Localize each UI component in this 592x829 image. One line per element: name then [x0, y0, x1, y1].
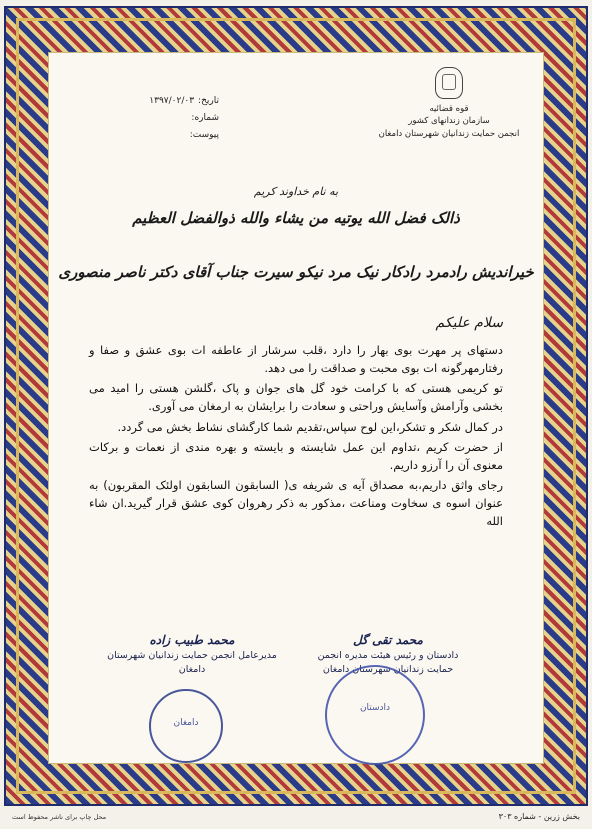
greeting: سلام علیکم	[435, 315, 503, 331]
certificate-paper	[48, 52, 544, 764]
quran-verse: ذالک فضل الله یوتیه من یشاء والله ذوالفضل العظیم	[132, 209, 460, 227]
judiciary-emblem-icon	[435, 67, 463, 99]
paragraph: تو کریمی هستی که با کرامت خود گل های جوان و پاک ،گلشن هستی را امید می بخشی وآرامش وآسایش وراحتی و سعادت را برایشان به ارمغان می آوری.	[89, 381, 503, 414]
number-label: شماره:	[191, 113, 219, 124]
org-line-3: انجمن حمایت زندانیان شهرستان دامغان	[378, 128, 520, 139]
date-value: ۱۳۹۷/۰۲/۰۳	[149, 96, 195, 106]
signer-name: محمد تقی گل	[353, 633, 423, 647]
date-label: تاریخ:	[198, 96, 219, 106]
org-line-2: سازمان زندانهای کشور	[408, 116, 490, 127]
signature-director	[107, 631, 277, 678]
stamp-text: دادستان	[359, 703, 391, 714]
footer-caption: بخش زرین - شماره ۳۰۳	[498, 812, 580, 821]
stamp-text: دامغان	[173, 717, 199, 728]
letter-meta	[89, 93, 219, 144]
attachment-label: پیوست:	[189, 130, 219, 141]
paragraph: رجای واثق داریم،به مصداق آیه ی شریفه ی( السابقون السابقون اولئک المقربون) به عنوان اسوه ی سخاوت ومناعت ،مذکور به ذکر رهروان کوی عشق قرار گیرید.ان شاء الله	[89, 478, 503, 529]
paragraph: دستهای پر مهرت بوی بهار را دارد ،قلب سرشار از عاطفه ات بوی عشق و صفا و رفتارمهرگونه ات بوی محبت و صداقت را می دهد.	[89, 343, 503, 376]
signer-name: محمد طبیب زاده	[149, 633, 235, 647]
bismillah: به نام خداوند کریم	[253, 185, 339, 198]
seal-stamp-left	[149, 689, 223, 763]
paragraph: در کمال شکر و تشکر،این لوح سپاس،تقدیم شما کارگشای نشاط بخش می گردد.	[117, 419, 503, 434]
paragraph: از حضرت کریم ،تداوم این عمل شایسته و بایسته و بهره مندی از نعمات و برکات معنوی آن را آرزو داریم.	[89, 439, 503, 472]
org-line-1: قوه قضائیه	[429, 104, 469, 114]
organization-header	[369, 67, 529, 140]
seal-stamp-right	[325, 665, 425, 765]
signer-title: مدیرعامل انجمن حمایت زندانیان شهرستان دامغان	[107, 650, 277, 676]
letter-body	[89, 341, 503, 533]
signer-title: دادستان و رئیس هیئت مدیره انجمن حمایت زندانیان شهرستان دامغان	[317, 650, 459, 676]
footer-note: محل چاپ برای ناشر محفوظ است	[12, 813, 107, 821]
recipient-line: خیراندیش رادمرد رادکار نیک مرد نیکو سیرت جناب آقای دکتر ناصر منصوری	[58, 263, 534, 281]
